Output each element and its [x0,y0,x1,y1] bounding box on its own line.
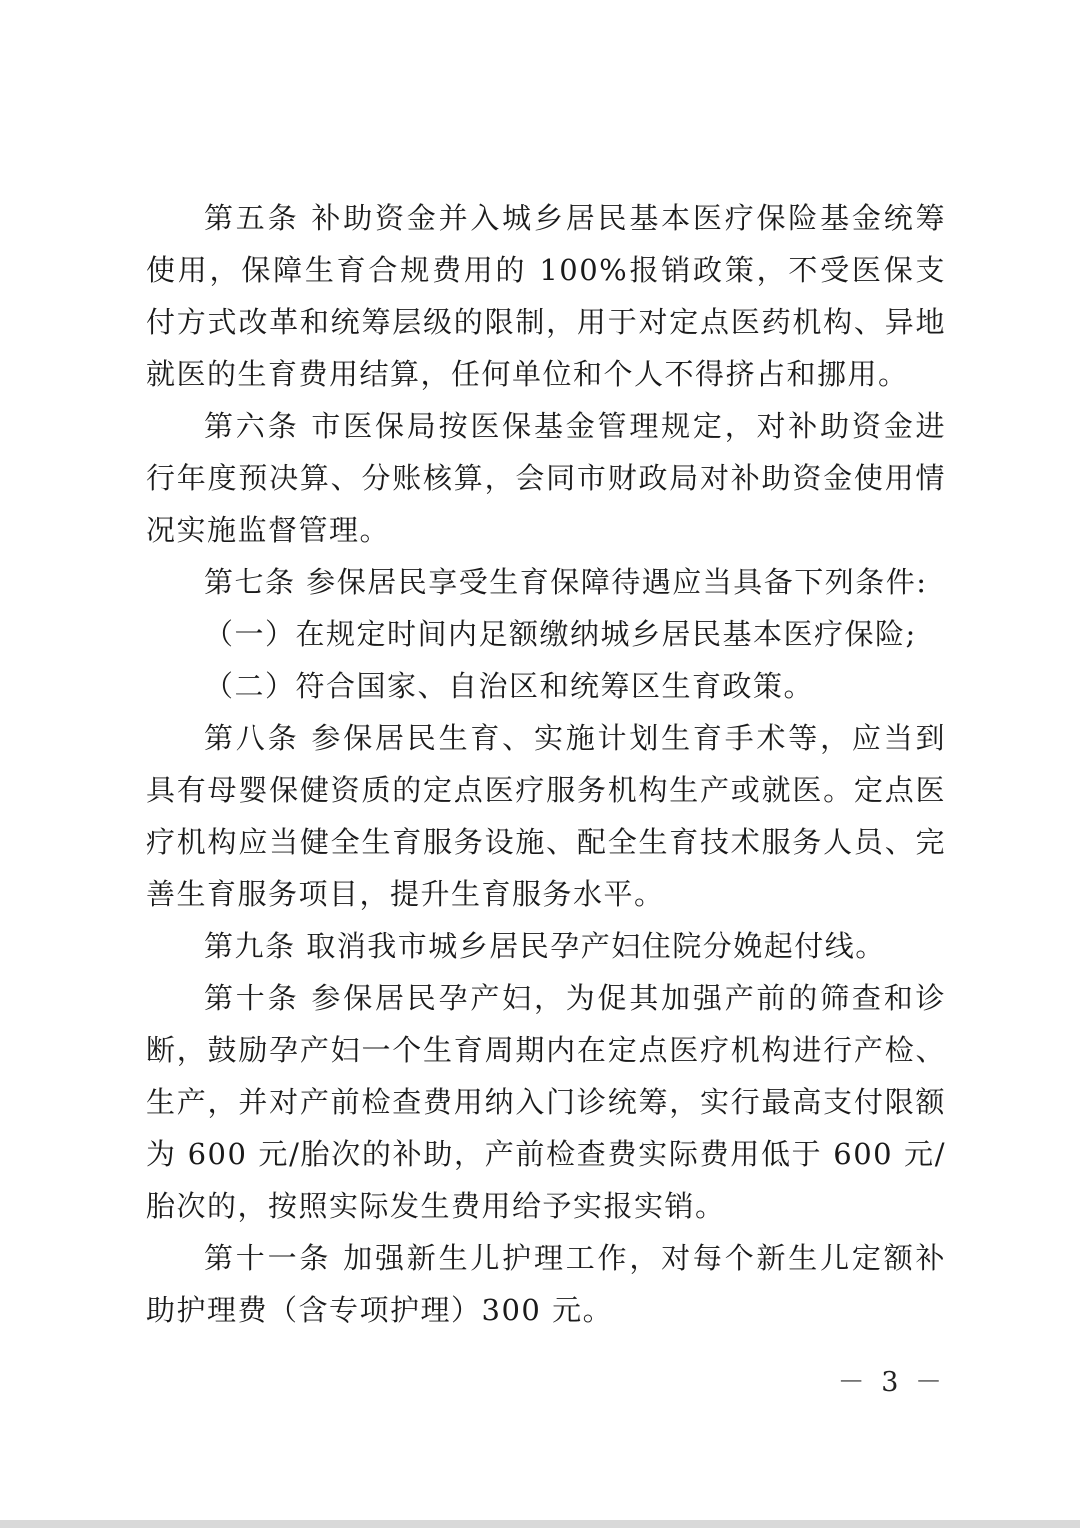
article-11: 第十一条 加强新生儿护理工作，对每个新生儿定额补助护理费（含专项护理）300 元。 [146,1241,946,1327]
document-body [146,192,946,1336]
article-5: 第五条 补助资金并入城乡居民基本医疗保险基金统筹使用，保障生育合规费用的 100%报销政策，不受医保支付方式改革和统筹层级的限制，用于对定点医药机构、异地就医的生育费用结算，任何单位和个人不得挤占和挪用。 [146,201,946,391]
article-7: 第七条 参保居民享受生育保障待遇应当具备下列条件: [204,565,928,599]
bottom-divider [0,1520,1080,1528]
article-9: 第九条 取消我市城乡居民孕产妇住院分娩起付线。 [204,929,886,963]
article-7-condition-1: （一）在规定时间内足额缴纳城乡居民基本医疗保险; [204,617,917,651]
article-10: 第十条 参保居民孕产妇，为促其加强产前的筛查和诊断，鼓励孕产妇一个生育周期内在定点医疗机构进行产检、生产，并对产前检查费用纳入门诊统筹，实行最高支付限额为 600 元/胎次的补助，产前检查费实际费用低于 600 元/胎次的，按照实际发生费用给予实报实销。 [146,981,946,1223]
article-6: 第六条 市医保局按医保基金管理规定，对补助资金进行年度预决算、分账核算，会同市财政局对补助资金使用情况实施监督管理。 [146,409,946,547]
page-number: － 3 － [837,1367,946,1398]
article-8: 第八条 参保居民生育、实施计划生育手术等，应当到具有母婴保健资质的定点医疗服务机构生产或就医。定点医疗机构应当健全生育服务设施、配全生育技术服务人员、完善生育服务项目，提升生育服务水平。 [146,721,946,911]
article-7-condition-2: （二）符合国家、自治区和统筹区生育政策。 [204,669,815,703]
